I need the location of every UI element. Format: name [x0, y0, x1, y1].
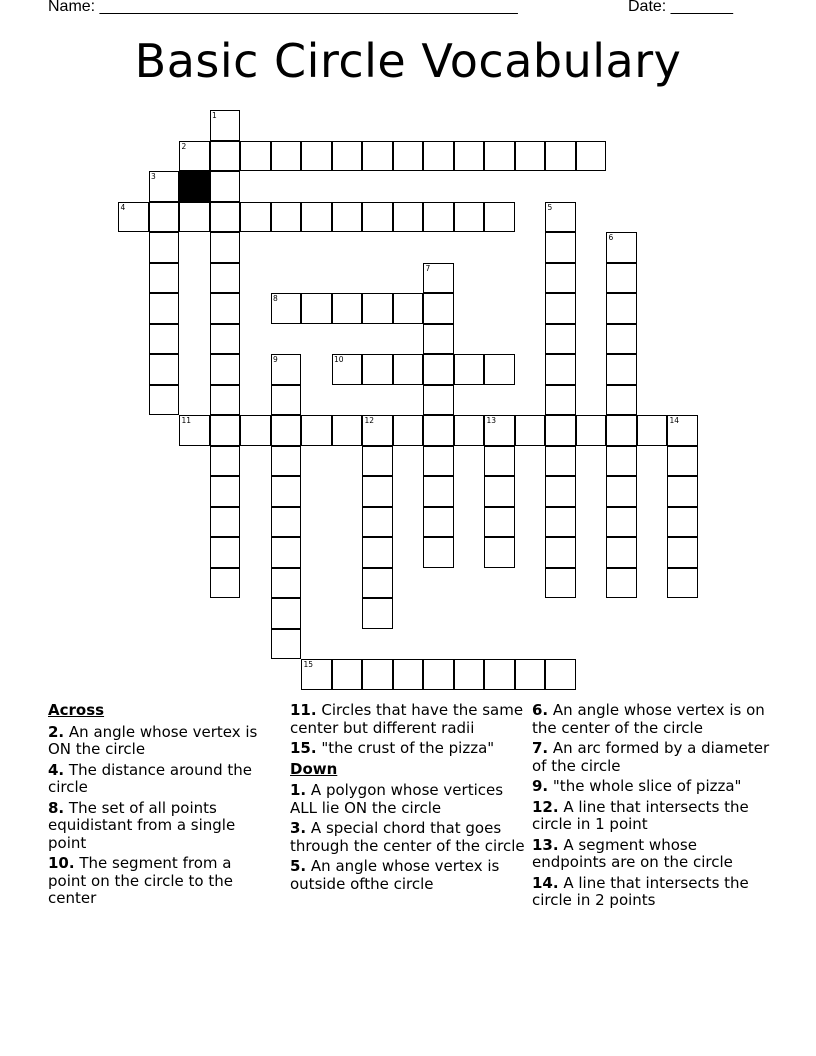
down-clue: 14. A line that intersects the circle in 2 points — [532, 873, 749, 909]
grid-cell[interactable] — [210, 354, 241, 385]
down-clue: 12. A line that intersects the circle in 1 point — [532, 797, 749, 833]
grid-cell[interactable] — [454, 354, 485, 385]
grid-cell[interactable] — [332, 415, 363, 446]
grid-cell[interactable] — [332, 141, 363, 172]
grid-cell[interactable] — [606, 263, 637, 294]
grid-cell[interactable] — [667, 507, 698, 538]
down-clue: 3. A special chord that goes through the center of the circle — [290, 819, 525, 855]
clues-column-2 — [290, 702, 528, 896]
clue-number: 9 — [273, 355, 278, 364]
grid-cell[interactable] — [606, 507, 637, 538]
grid-cell[interactable] — [271, 446, 302, 477]
clue-number: 8 — [273, 294, 278, 303]
grid-cell[interactable] — [362, 659, 393, 690]
grid-cell[interactable] — [149, 232, 180, 263]
clue-number: 10 — [334, 355, 344, 364]
grid-cell[interactable] — [362, 141, 393, 172]
header — [48, 0, 768, 20]
grid-cell[interactable] — [484, 476, 515, 507]
grid-cell[interactable] — [210, 385, 241, 416]
grid-cell[interactable] — [423, 476, 454, 507]
grid-cell[interactable] — [423, 324, 454, 355]
grid-cell[interactable] — [210, 476, 241, 507]
grid-cell[interactable] — [393, 659, 424, 690]
grid-cell[interactable] — [606, 293, 637, 324]
grid-cell[interactable] — [179, 415, 210, 446]
grid-cell[interactable] — [423, 202, 454, 233]
grid-cell[interactable] — [240, 141, 271, 172]
grid-cell[interactable] — [454, 202, 485, 233]
grid-cell[interactable] — [240, 415, 271, 446]
grid-cell[interactable] — [210, 202, 241, 233]
grid-cell[interactable] — [271, 598, 302, 629]
grid-cell[interactable] — [210, 446, 241, 477]
grid-cell[interactable] — [545, 446, 576, 477]
grid-cell[interactable] — [301, 415, 332, 446]
grid-cell[interactable] — [545, 354, 576, 385]
grid-cell[interactable] — [515, 415, 546, 446]
grid-cell[interactable] — [393, 293, 424, 324]
grid-cell[interactable] — [667, 415, 698, 446]
grid-cell[interactable] — [515, 659, 546, 690]
grid-cell[interactable] — [362, 415, 393, 446]
grid-cell[interactable] — [362, 446, 393, 477]
grid-cell[interactable] — [179, 202, 210, 233]
grid-cell[interactable] — [484, 141, 515, 172]
grid-cell[interactable] — [667, 537, 698, 568]
clue-number: 13 — [486, 416, 497, 425]
grid-cell[interactable] — [210, 507, 241, 538]
grid-cell[interactable] — [454, 141, 485, 172]
grid-cell[interactable] — [606, 324, 637, 355]
grid-cell[interactable] — [332, 202, 363, 233]
grid-cell[interactable] — [210, 537, 241, 568]
grid-cell[interactable] — [606, 568, 637, 599]
grid-cell[interactable] — [606, 415, 637, 446]
grid-cell[interactable] — [545, 141, 576, 172]
down-clue: 1. A polygon whose vertices ALL lie ON the circle — [290, 781, 504, 817]
across-clue: 10. The segment from a point on the circle to the center — [48, 854, 233, 907]
grid-cell[interactable] — [210, 293, 241, 324]
grid-cell[interactable] — [271, 537, 302, 568]
grid-cell[interactable] — [454, 415, 485, 446]
grid-cell[interactable] — [484, 507, 515, 538]
grid-cell[interactable] — [271, 568, 302, 599]
grid-cell[interactable] — [271, 202, 302, 233]
grid-cell[interactable] — [606, 537, 637, 568]
grid-cell[interactable] — [118, 202, 149, 233]
grid-cell[interactable] — [210, 232, 241, 263]
grid-cell[interactable] — [271, 354, 302, 385]
grid-cell[interactable] — [301, 659, 332, 690]
grid-cell[interactable] — [149, 171, 180, 202]
grid-cell[interactable] — [606, 385, 637, 416]
grid-cell[interactable] — [393, 141, 424, 172]
grid-cell[interactable] — [210, 171, 241, 202]
grid-cell[interactable] — [545, 263, 576, 294]
grid-cell[interactable] — [149, 263, 180, 294]
grid-cell[interactable] — [606, 232, 637, 263]
grid-cell[interactable] — [423, 507, 454, 538]
grid-cell[interactable] — [301, 141, 332, 172]
grid-cell[interactable] — [484, 446, 515, 477]
across-heading: Across — [48, 701, 105, 719]
grid-cell[interactable] — [606, 446, 637, 477]
grid-cell[interactable] — [210, 324, 241, 355]
grid-cell[interactable] — [210, 110, 241, 141]
grid-cell[interactable] — [545, 385, 576, 416]
grid-cell[interactable] — [484, 659, 515, 690]
grid-cell[interactable] — [271, 476, 302, 507]
across-clue: 2. An angle whose vertex is ON the circle — [48, 722, 258, 758]
page-title: Basic Circle Vocabulary — [134, 34, 682, 88]
grid-cell[interactable] — [545, 232, 576, 263]
grid-cell[interactable] — [423, 415, 454, 446]
grid-cell[interactable] — [332, 659, 363, 690]
clue-number: 12 — [364, 416, 375, 425]
grid-cell[interactable] — [606, 476, 637, 507]
clue-number: 7 — [425, 263, 431, 273]
down-clue: 7. An arc formed by a diameter of the circle — [532, 739, 770, 775]
grid-cell[interactable] — [210, 141, 241, 172]
down-clue: 13. A segment whose endpoints are on the circle — [532, 835, 733, 871]
grid-cell[interactable] — [454, 659, 485, 690]
grid-cell[interactable] — [545, 324, 576, 355]
clue-number: 11 — [181, 416, 192, 425]
grid-cell[interactable] — [576, 415, 607, 446]
name-field-label[interactable]: Name: _______________________________________________ — [48, 0, 518, 15]
grid-cell[interactable] — [423, 354, 454, 385]
grid-cell[interactable] — [393, 415, 424, 446]
grid-cell[interactable] — [301, 202, 332, 233]
down-clue: 9. "the whole slice of pizza" — [532, 777, 742, 795]
grid-cell[interactable] — [423, 385, 454, 416]
grid-cell[interactable] — [606, 354, 637, 385]
grid-cell[interactable] — [362, 598, 393, 629]
grid-cell[interactable] — [393, 202, 424, 233]
grid-cell[interactable] — [271, 629, 302, 660]
grid-cell[interactable] — [271, 293, 302, 324]
grid-cell[interactable] — [362, 568, 393, 599]
grid-cell[interactable] — [332, 354, 363, 385]
grid-cell[interactable] — [301, 293, 332, 324]
across-clue: 15. "the crust of the pizza" — [290, 739, 495, 757]
grid-cell[interactable] — [423, 293, 454, 324]
grid-cell[interactable] — [362, 354, 393, 385]
grid-cell[interactable] — [484, 537, 515, 568]
grid-cell[interactable] — [210, 263, 241, 294]
grid-cell[interactable] — [362, 537, 393, 568]
grid-cell[interactable] — [362, 293, 393, 324]
across-clue: 8. The set of all points equidistant from a single point — [48, 798, 236, 852]
down-clues-column-3 — [532, 702, 772, 913]
grid-cell[interactable] — [149, 354, 180, 385]
clue-number: 6 — [608, 233, 614, 242]
grid-cell[interactable] — [423, 659, 454, 690]
grid-cell[interactable] — [545, 202, 576, 233]
grid-cell[interactable] — [637, 415, 668, 446]
clue-number: 15 — [303, 660, 314, 669]
grid-cell[interactable] — [210, 415, 241, 446]
grid-cell[interactable] — [149, 293, 180, 324]
grid-cell[interactable] — [362, 476, 393, 507]
grid-cell[interactable] — [423, 537, 454, 568]
grid-cell[interactable] — [667, 568, 698, 599]
grid-cell[interactable] — [423, 446, 454, 477]
down-clue: 6. An angle whose vertex is on the center of the circle — [532, 701, 765, 737]
grid-cell[interactable] — [149, 385, 180, 416]
grid-cell[interactable] — [149, 202, 180, 233]
clue-number: 5 — [547, 202, 553, 212]
grid-cell[interactable] — [210, 568, 241, 599]
clue-number: 14 — [669, 416, 680, 425]
grid-cell[interactable] — [240, 202, 271, 233]
grid-cell[interactable] — [271, 141, 302, 172]
grid-cell[interactable] — [423, 141, 454, 172]
grid-cell[interactable] — [271, 415, 302, 446]
grid-cell[interactable] — [667, 446, 698, 477]
clue-number: 1 — [212, 111, 217, 120]
grid-cell[interactable] — [576, 141, 607, 172]
down-heading: Down — [290, 759, 338, 778]
grid-cell[interactable] — [545, 659, 576, 690]
grid-cell[interactable] — [545, 537, 576, 568]
grid-cell[interactable] — [362, 507, 393, 538]
across-clue: 11. Circles that have the same center but different radii — [290, 701, 524, 737]
grid-cell[interactable] — [545, 476, 576, 507]
grid-cell[interactable] — [545, 568, 576, 599]
grid-cell[interactable] — [271, 507, 302, 538]
grid-cell[interactable] — [179, 141, 210, 172]
grid-cell[interactable] — [667, 476, 698, 507]
grid-cell[interactable] — [271, 385, 302, 416]
across-clue: 4. The distance around the circle — [48, 760, 253, 796]
grid-cell[interactable] — [149, 324, 180, 355]
grid-cell[interactable] — [545, 293, 576, 324]
grid-cell[interactable] — [393, 354, 424, 385]
down-clue: 5. An angle whose vertex is outside ofthe circle — [290, 857, 500, 893]
grid-cell[interactable] — [484, 202, 515, 233]
across-clues-column-1 — [48, 702, 270, 911]
clue-number: 3 — [151, 172, 156, 181]
grid-cell[interactable] — [545, 507, 576, 538]
grid-cell[interactable] — [515, 141, 546, 172]
grid-cell[interactable] — [332, 293, 363, 324]
grid-cell[interactable] — [362, 202, 393, 233]
grid-cell[interactable] — [423, 263, 454, 294]
black-cell — [179, 171, 210, 202]
date-field-label[interactable]: Date: _______ — [628, 0, 733, 15]
grid-cell[interactable] — [484, 354, 515, 385]
grid-cell[interactable] — [484, 415, 515, 446]
clue-number: 2 — [181, 141, 187, 151]
grid-cell[interactable] — [545, 415, 576, 446]
clue-number: 4 — [120, 202, 126, 212]
